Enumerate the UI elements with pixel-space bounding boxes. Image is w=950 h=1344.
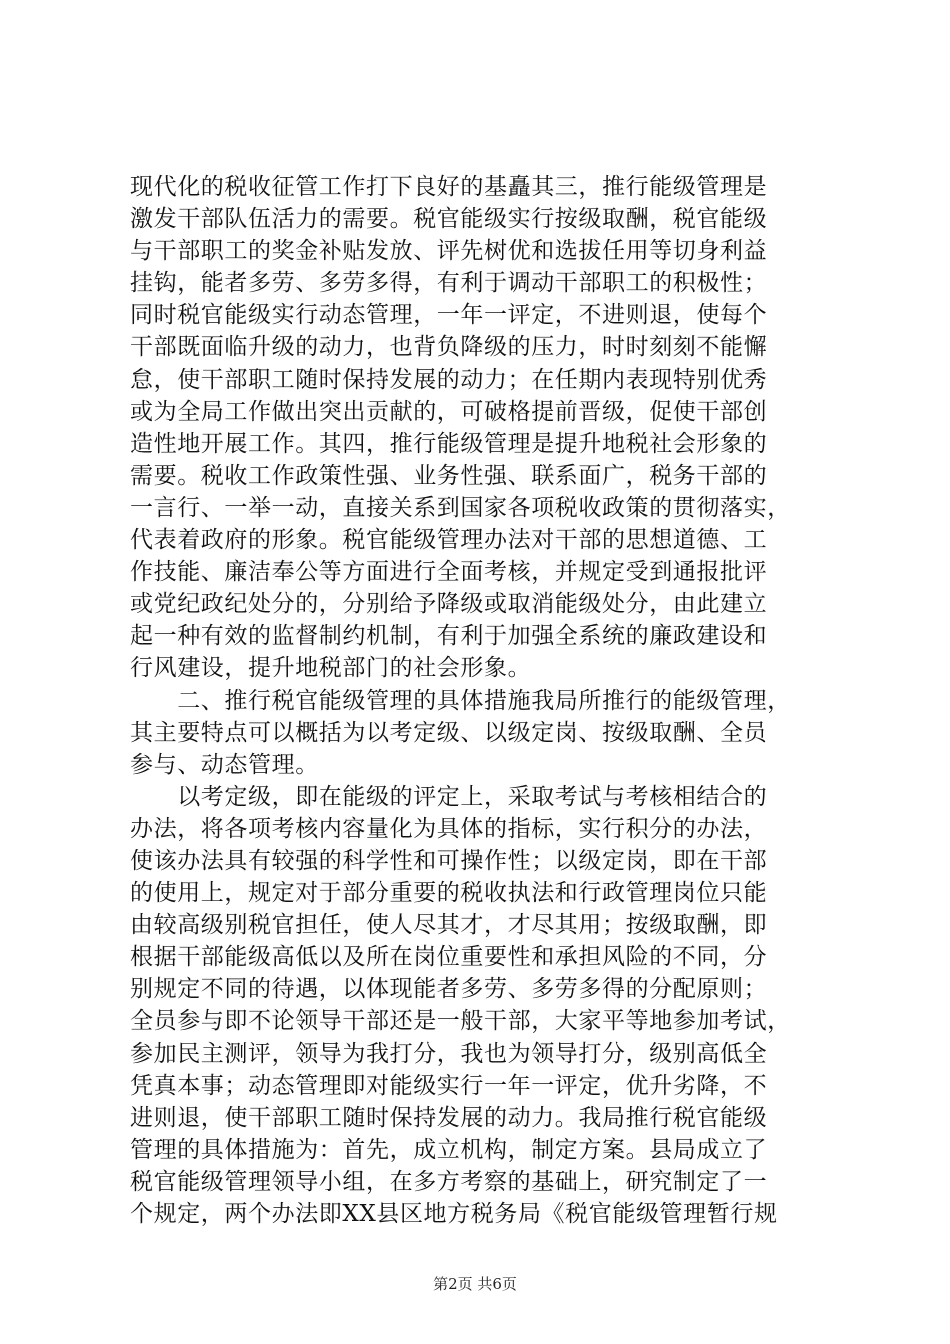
text-line: 激发干部队伍活力的需要。税官能级实行按级取酬，税官能级 [130,206,768,233]
text-line: 行风建设，提升地税部门的社会形象。 [130,655,532,682]
text-line: 怠，使干部职工随时保持发展的动力；在任期内表现特别优秀 [130,366,768,393]
text-line: 进则退，使干部职工随时保持发展的动力。我局推行税官能级 [130,1104,768,1131]
text-line: 一言行、一举一动，直接关系到国家各项税收政策的贯彻落实， [130,494,791,521]
text-line: 参与、动态管理。 [130,751,319,778]
text-line: 二、推行税官能级管理的具体措施我局所推行的能级管理， [130,687,791,714]
text-line: 凭真本事；动态管理即对能级实行一年一评定，优升劣降，不 [130,1072,768,1099]
text-line: 别规定不同的待遇，以体现能者多劳、多劳多得的分配原则； [130,976,768,1003]
text-line: 与干部职工的奖金补贴发放、评先树优和选拔任用等切身利益 [130,238,768,265]
text-line: 使该办法具有较强的科学性和可操作性；以级定岗，即在干部 [130,847,768,874]
text-line: 作技能、廉洁奉公等方面进行全面考核，并规定受到通报批评 [130,559,768,586]
text-line: 根据干部能级高低以及所在岗位重要性和承担风险的不同，分 [130,944,768,971]
text-line: 管理的具体措施为：首先，成立机构，制定方案。县局成立了 [130,1136,768,1163]
text-line: 参加民主测评，领导为我打分，我也为领导打分，级别高低全 [130,1040,768,1067]
text-line: 或党纪政纪处分的，分别给予降级或取消能级处分，由此建立 [130,591,768,618]
text-line: 个规定，两个办法即XX县区地方税务局《税官能级管理暂行规 [130,1201,778,1227]
text-line: 全员参与即不论领导干部还是一般干部，大家平等地参加考试， [130,1008,791,1035]
text-line: 同时税官能级实行动态管理，一年一评定，不进则退，使每个 [130,302,768,329]
text-line: 造性地开展工作。其四，推行能级管理是提升地税社会形象的 [130,430,768,457]
page-footer: 第2页 共6页 [433,1275,517,1293]
text-line: 干部既面临升级的动力，也背负降级的压力，时时刻刻不能懈 [130,334,768,361]
text-line: 代表着政府的形象。税官能级管理办法对干部的思想道德、工 [130,527,768,554]
text-line: 以考定级，即在能级的评定上，采取考试与考核相结合的 [130,783,768,810]
text-line: 需要。税收工作政策性强、业务性强、联系面广，税务干部的 [130,462,768,489]
text-line: 挂钩，能者多劳、多劳多得，有利于调动干部职工的积极性； [130,270,768,297]
text-line: 税官能级管理领导小组，在多方考察的基础上，研究制定了一 [130,1168,768,1195]
text-line: 起一种有效的监督制约机制，有利于加强全系统的廉政建设和 [130,623,768,650]
text-line: 或为全局工作做出突出贡献的，可破格提前晋级，促使干部创 [130,398,768,425]
text-line: 现代化的税收征管工作打下良好的基矗其三，推行能级管理是 [130,174,768,200]
text-line: 由较高级别税官担任，使人尽其才，才尽其用；按级取酬，即 [130,912,768,939]
text-line: 办法，将各项考核内容量化为具体的指标，实行积分的办法， [130,815,768,842]
text-line: 其主要特点可以概括为以考定级、以级定岗、按级取酬、全员 [130,719,768,746]
text-line: 的使用上，规定对于部分重要的税收执法和行政管理岗位只能 [130,880,768,907]
document-body [130,171,828,1230]
